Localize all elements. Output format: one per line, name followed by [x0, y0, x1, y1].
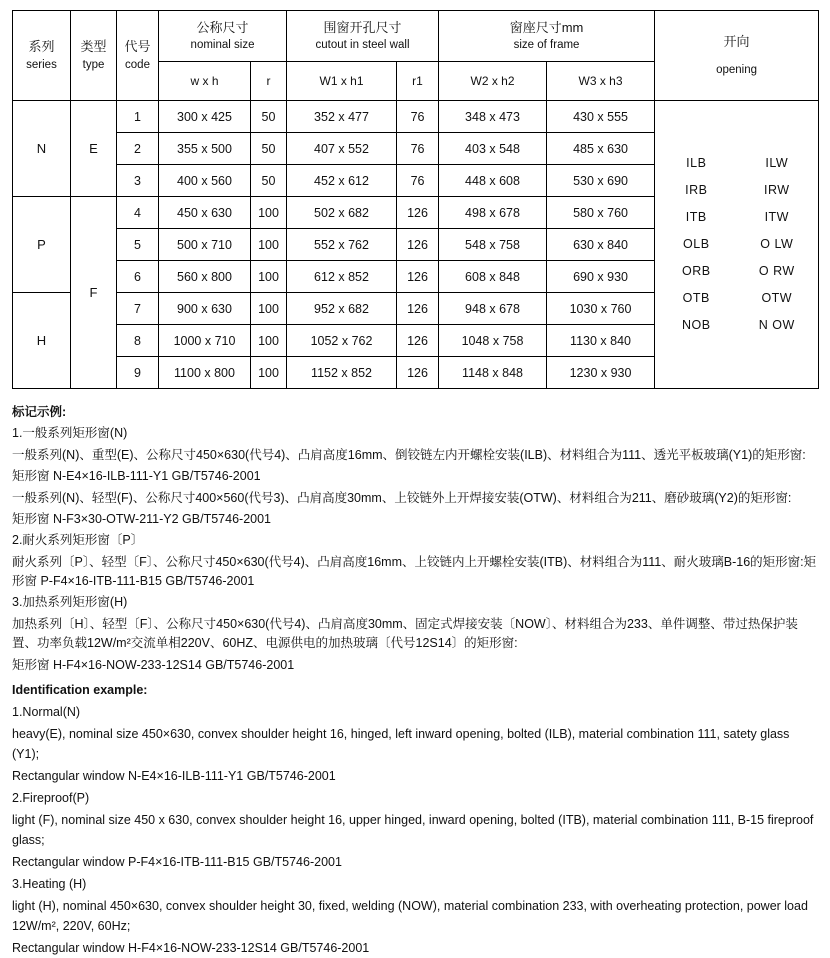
row-nominal-wh: 900 x 630 — [159, 293, 251, 325]
row-frame-w3h3: 1130 x 840 — [547, 325, 655, 357]
row-code: 8 — [117, 325, 159, 357]
subheader-r: r — [251, 62, 287, 101]
row-frame-w3h3: 1230 x 930 — [547, 357, 655, 389]
note-cn-5: 矩形窗 N-F3×30-OTW-211-Y2 GB/T5746-2001 — [12, 511, 272, 526]
note-en-4: 2.Fireproof(P) — [12, 791, 90, 806]
row-cutout-w1h1: 1152 x 852 — [287, 357, 397, 389]
row-cutout-w1h1: 1052 x 762 — [287, 325, 397, 357]
row-frame-w2h2: 948 x 678 — [439, 293, 547, 325]
row-cutout-r1: 126 — [397, 357, 439, 389]
specification-table — [12, 10, 819, 389]
note-en-1: 1.Normal(N) — [12, 705, 81, 720]
row-nominal-r: 100 — [251, 357, 287, 389]
row-code: 4 — [117, 197, 159, 229]
opening-code-orb: ORB — [681, 264, 711, 278]
subheader-w3h3: W3 x h3 — [547, 62, 655, 101]
row-cutout-w1h1: 952 x 682 — [287, 293, 397, 325]
note-cn-2: 一般系列(N)、重型(E)、公称尺寸450×630(代号4)、凸肩高度16mm、倒铰链左内开螺栓安装(ILB)、材料组合为111、透光平板玻璃(Y1)的矩形窗: — [12, 447, 806, 462]
row-code: 1 — [117, 101, 159, 133]
row-cutout-w1h1: 452 x 612 — [287, 165, 397, 197]
series-p: P — [13, 197, 71, 293]
header-type: 类型 type — [71, 11, 117, 101]
row-cutout-r1: 126 — [397, 197, 439, 229]
row-code: 3 — [117, 165, 159, 197]
row-frame-w2h2: 498 x 678 — [439, 197, 547, 229]
notes-en-title: Identification example: — [12, 682, 148, 697]
series-n: N — [13, 101, 71, 197]
opening-code-itb: ITB — [685, 210, 707, 224]
opening-code-ilw: ILW — [765, 156, 789, 170]
row-frame-w2h2: 548 x 758 — [439, 229, 547, 261]
opening-column-bolted — [656, 146, 737, 343]
row-nominal-wh: 500 x 710 — [159, 229, 251, 261]
row-cutout-w1h1: 612 x 852 — [287, 261, 397, 293]
row-code: 7 — [117, 293, 159, 325]
note-cn-8: 3.加热系列矩形窗(H) — [12, 595, 128, 610]
opening-code-irw: IRW — [763, 183, 790, 197]
row-frame-w2h2: 403 x 548 — [439, 133, 547, 165]
note-cn-9: 加热系列〔H〕、轻型〔F〕、公称尺寸450×630(代号4)、凸肩高度30mm、固定式焊接安装〔NOW〕、材料组合为233、单件调整、带过热保护装置、功率负载12W/m²交流单相220V、60HZ、电源供电的加热玻璃〔代号12S14〕的矩形窗: — [12, 616, 798, 651]
row-cutout-r1: 126 — [397, 261, 439, 293]
row-nominal-wh: 450 x 630 — [159, 197, 251, 229]
row-frame-w3h3: 430 x 555 — [547, 101, 655, 133]
table-row — [13, 101, 819, 133]
note-en-6: Rectangular window P-F4×16-ITB-111-B15 GB/T5746-2001 — [12, 855, 342, 870]
note-cn-1: 1.一般系列矩形窗(N) — [12, 426, 128, 441]
row-frame-w2h2: 1148 x 848 — [439, 357, 547, 389]
row-cutout-w1h1: 552 x 762 — [287, 229, 397, 261]
note-cn-3: 矩形窗 N-E4×16-ILB-111-Y1 GB/T5746-2001 — [12, 469, 261, 484]
row-frame-w3h3: 485 x 630 — [547, 133, 655, 165]
identification-notes — [12, 403, 818, 958]
note-en-7: 3.Heating (H) — [12, 877, 87, 892]
row-cutout-w1h1: 352 x 477 — [287, 101, 397, 133]
row-nominal-r: 100 — [251, 261, 287, 293]
type-f: F — [71, 197, 117, 389]
row-nominal-r: 50 — [251, 165, 287, 197]
row-cutout-r1: 126 — [397, 325, 439, 357]
row-nominal-r: 50 — [251, 101, 287, 133]
row-frame-w2h2: 608 x 848 — [439, 261, 547, 293]
row-cutout-r1: 126 — [397, 229, 439, 261]
row-cutout-r1: 76 — [397, 101, 439, 133]
note-en-8: light (H), nominal 450×630, convex shoulder height 30, fixed, welding (NOW), material combination 233, with overheating protection, power load 12W/m², 220V, 60Hz; — [12, 899, 808, 934]
row-frame-w3h3: 690 x 930 — [547, 261, 655, 293]
row-cutout-r1: 76 — [397, 133, 439, 165]
note-en-2: heavy(E), nominal size 450×630, convex shoulder height 16, hinged, left inward opening, bolted (ILB), material combination 111, satety glass (Y1); — [12, 727, 790, 762]
subheader-w1h1: W1 x h1 — [287, 62, 397, 101]
row-cutout-w1h1: 502 x 682 — [287, 197, 397, 229]
opening-code-nob: NOB — [681, 318, 711, 332]
row-nominal-r: 100 — [251, 197, 287, 229]
note-cn-10: 矩形窗 H-F4×16-NOW-233-12S14 GB/T5746-2001 — [12, 657, 295, 672]
row-nominal-wh: 560 x 800 — [159, 261, 251, 293]
opening-code-ilb: ILB — [686, 156, 707, 170]
row-cutout-w1h1: 407 x 552 — [287, 133, 397, 165]
header-series: 系列 series — [13, 11, 71, 101]
row-code: 5 — [117, 229, 159, 261]
opening-code-otb: OTB — [682, 291, 710, 305]
row-code: 2 — [117, 133, 159, 165]
header-nominal-size: 公称尺寸 nominal size — [159, 11, 287, 62]
opening-code-now: N OW — [758, 318, 795, 332]
table-header-row-top — [13, 11, 819, 62]
row-nominal-wh: 1100 x 800 — [159, 357, 251, 389]
row-frame-w3h3: 630 x 840 — [547, 229, 655, 261]
note-en-5: light (F), nominal size 450 x 630, convex shoulder height 16, upper hinged, inward opening, bolted (ITB), material combination 111, B-15 fireproof glass; — [12, 813, 814, 848]
opening-column-welded — [737, 146, 818, 343]
row-cutout-r1: 126 — [397, 293, 439, 325]
opening-code-olb: OLB — [683, 237, 710, 251]
row-frame-w3h3: 580 x 760 — [547, 197, 655, 229]
opening-code-orw: O RW — [758, 264, 795, 278]
opening-code-olw: O LW — [760, 237, 794, 251]
opening-codes — [655, 101, 819, 389]
row-nominal-r: 50 — [251, 133, 287, 165]
opening-code-irb: IRB — [685, 183, 708, 197]
note-cn-7: 耐火系列〔P〕、轻型〔F〕、公称尺寸450×630(代号4)、凸肩高度16mm、上铰链内上开螺栓安装(ITB)、材料组合为111、耐火玻璃B-16的矩形窗:矩形窗 P-F4×16-ITB-111-B15 GB/T5746-2001 — [12, 554, 817, 588]
subheader-r1: r1 — [397, 62, 439, 101]
row-nominal-r: 100 — [251, 293, 287, 325]
row-nominal-wh: 400 x 560 — [159, 165, 251, 197]
row-nominal-r: 100 — [251, 229, 287, 261]
note-en-3: Rectangular window N-E4×16-ILB-111-Y1 GB/T5746-2001 — [12, 769, 336, 784]
row-cutout-r1: 76 — [397, 165, 439, 197]
opening-code-otw: OTW — [761, 291, 793, 305]
header-frame-size: 窗座尺寸mm size of frame — [439, 11, 655, 62]
series-h: H — [13, 293, 71, 389]
row-code: 6 — [117, 261, 159, 293]
note-en-9: Rectangular window H-F4×16-NOW-233-12S14 GB/T5746-2001 — [12, 941, 370, 956]
opening-code-itw: ITW — [764, 210, 789, 224]
row-nominal-r: 100 — [251, 325, 287, 357]
row-nominal-wh: 300 x 425 — [159, 101, 251, 133]
type-e: E — [71, 101, 117, 197]
subheader-w2h2: W2 x h2 — [439, 62, 547, 101]
row-nominal-wh: 355 x 500 — [159, 133, 251, 165]
notes-title: 标记示例: — [12, 405, 67, 419]
row-code: 9 — [117, 357, 159, 389]
subheader-wxh: w x h — [159, 62, 251, 101]
row-nominal-wh: 1000 x 710 — [159, 325, 251, 357]
row-frame-w2h2: 448 x 608 — [439, 165, 547, 197]
note-cn-6: 2.耐火系列矩形窗〔P〕 — [12, 533, 144, 548]
header-code: 代号 code — [117, 11, 159, 101]
note-cn-4: 一般系列(N)、轻型(F)、公称尺寸400×560(代号3)、凸肩高度30mm、上铰链外上开焊接安装(OTW)、材料组合为211、磨砂玻璃(Y2)的矩形窗: — [12, 490, 792, 505]
header-opening: 开向 opening — [655, 11, 819, 101]
row-frame-w2h2: 348 x 473 — [439, 101, 547, 133]
header-cutout: 围窗开孔尺寸 cutout in steel wall — [287, 11, 439, 62]
row-frame-w3h3: 530 x 690 — [547, 165, 655, 197]
row-frame-w3h3: 1030 x 760 — [547, 293, 655, 325]
row-frame-w2h2: 1048 x 758 — [439, 325, 547, 357]
